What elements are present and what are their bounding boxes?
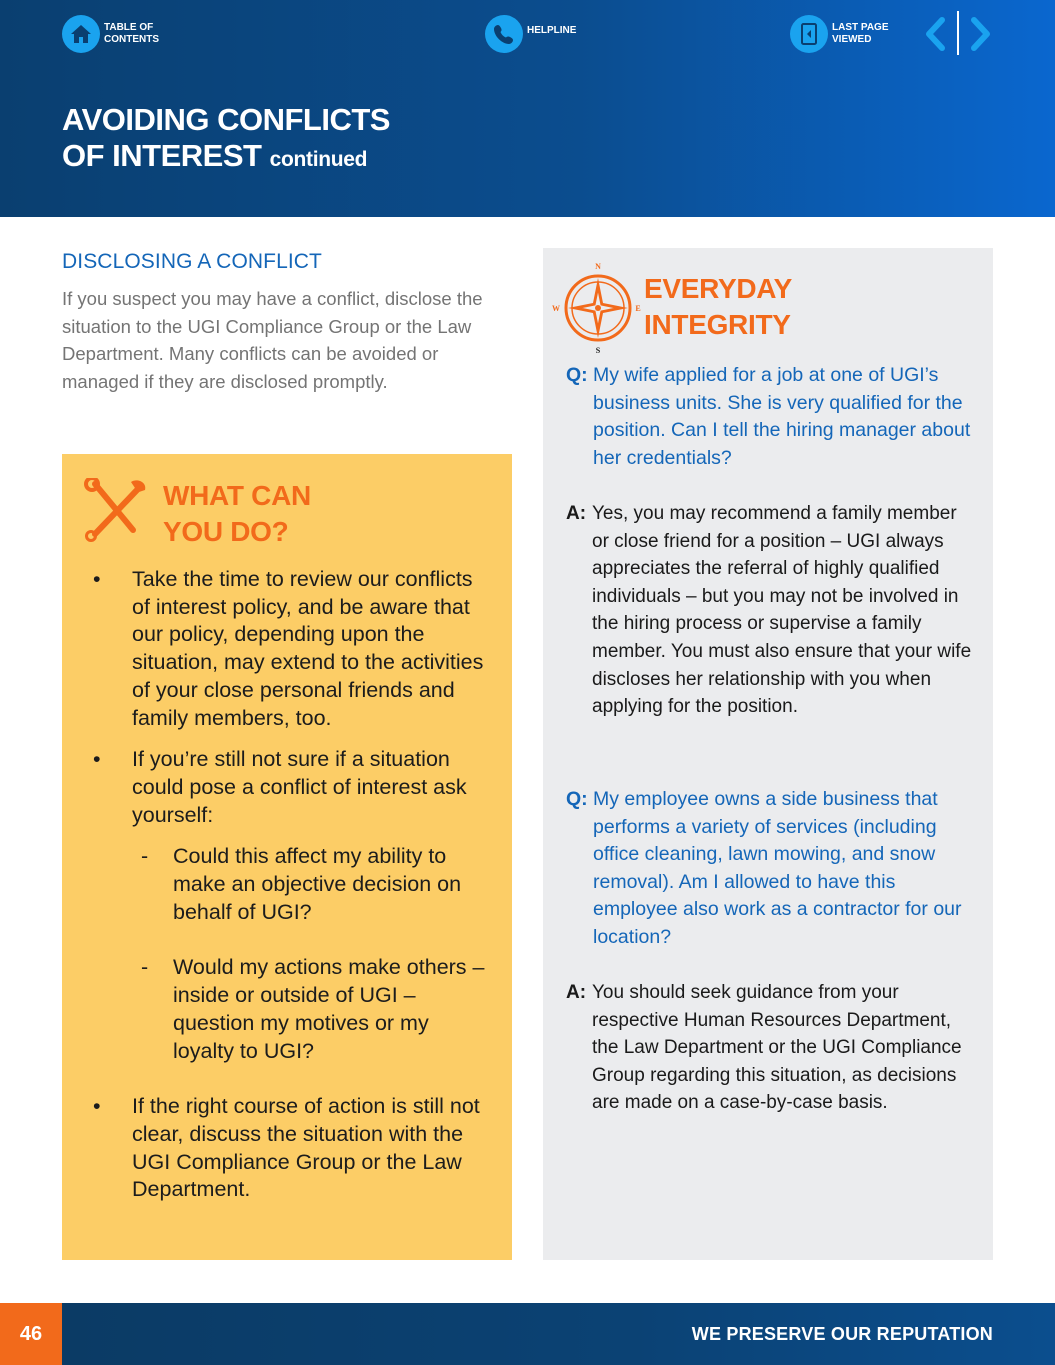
page-title-continued: continued <box>269 148 368 171</box>
footer-section-title: WE PRESERVE OUR REPUTATION <box>691 1324 993 1344</box>
phone-icon <box>485 15 523 53</box>
tip-text: Take the time to review our conflicts of interest policy, and be aware that our policy, depending upon the situation, may extend to the activities of your close personal friends and family members, too. <box>132 567 484 730</box>
page-header <box>0 0 1055 217</box>
compass-icon <box>548 260 644 356</box>
answer-tag: A: <box>566 503 587 524</box>
compass-south-label: S <box>595 346 601 355</box>
question-tag: Q: <box>566 788 588 810</box>
list-item <box>62 1093 512 1204</box>
answer-2 <box>566 979 976 1117</box>
list-item <box>62 746 512 1079</box>
everyday-integrity-title-line1: EVERYDAY <box>644 273 793 304</box>
bullet: • <box>93 747 101 772</box>
what-can-you-do-box <box>62 454 512 1260</box>
dash: - <box>141 844 149 869</box>
disclosing-heading: DISCLOSING A CONFLICT <box>62 250 322 273</box>
compass-west-label: W <box>552 304 560 313</box>
list-item <box>62 566 512 732</box>
tip-text: If you’re still not sure if a situation could pose a conflict of interest ask yourself: <box>132 747 467 827</box>
page-footer <box>0 1303 1055 1365</box>
previous-page-arrow-icon[interactable] <box>922 17 946 51</box>
last-page-viewed-label: LAST PAGE VIEWED <box>832 22 889 45</box>
page-title <box>62 102 390 178</box>
table-of-contents-button[interactable] <box>62 15 174 53</box>
last-page-viewed-button[interactable] <box>790 15 902 53</box>
answer-1 <box>566 500 976 721</box>
tips-list <box>62 566 512 1204</box>
helpline-button[interactable] <box>485 15 597 53</box>
tip-text: If the right course of action is still not clear, discuss the situation with the UGI Compliance Group or the Law Department. <box>132 1094 480 1202</box>
helpline-label: HELPLINE <box>527 25 577 36</box>
what-can-you-do-title-line2: YOU DO? <box>163 516 289 547</box>
what-can-you-do-title-line1: WHAT CAN <box>163 480 311 511</box>
table-of-contents-label: TABLE OF CONTENTS <box>104 22 159 45</box>
next-page-arrow-icon[interactable] <box>970 17 994 51</box>
question-text: My wife applied for a job at one of UGI’s business units. She is very qualified for the position. Can I tell the hiring manager about her credentials? <box>593 364 971 469</box>
answer-tag: A: <box>566 982 587 1003</box>
dash: - <box>141 955 149 980</box>
tools-icon <box>83 478 149 542</box>
question-text: Could this affect my ability to make an objective decision on behalf of UGI? <box>173 844 462 924</box>
answer-text: Yes, you may recommend a family member or close friend for a position – UGI always appreciates the referral of highly qualified individuals – but you may not be involved in the hiring process or supervise a family member. You must also ensure that your wife discloses her relationship with you when applying for the position. <box>592 503 972 718</box>
what-can-you-do-title <box>163 478 311 550</box>
compass-north-label: N <box>595 262 601 271</box>
answer-text: You should seek guidance from your respective Human Resources Department, the Law Department or the UGI Compliance Group regarding this situation, as decisions are made on a case-by-case basis. <box>592 982 962 1114</box>
last-page-icon <box>790 15 828 53</box>
list-item <box>132 843 492 926</box>
arrow-divider <box>957 11 959 55</box>
home-icon <box>62 15 100 53</box>
everyday-integrity-title-line2: INTEGRITY <box>644 309 791 340</box>
list-item <box>132 954 492 1065</box>
bullet: • <box>93 567 101 591</box>
compass-east-label: E <box>635 304 641 313</box>
question-2 <box>566 786 976 952</box>
self-check-questions <box>132 843 492 1065</box>
everyday-integrity-title <box>644 271 792 343</box>
question-1 <box>566 362 976 472</box>
question-tag: Q: <box>566 364 588 386</box>
disclosing-text: If you suspect you may have a conflict, disclose the situation to the UGI Compliance Group or the Law Department. Many conflicts can be avoided or managed if they are disclosed promptly. <box>62 288 483 392</box>
page-title-line1: AVOIDING CONFLICTS <box>62 102 390 137</box>
question-text: Would my actions make others – inside or outside of UGI – question my motives or my loyalty to UGI? <box>173 955 485 1063</box>
bullet: • <box>93 1094 101 1119</box>
page-title-line2: OF INTEREST <box>62 138 262 173</box>
page-number: 46 <box>0 1303 62 1365</box>
question-text: My employee owns a side business that performs a variety of services (including office cleaning, lawn mowing, and snow removal). Am I allowed to have this employee also work as a contractor for our location? <box>593 788 962 948</box>
everyday-integrity-box <box>543 248 993 1260</box>
